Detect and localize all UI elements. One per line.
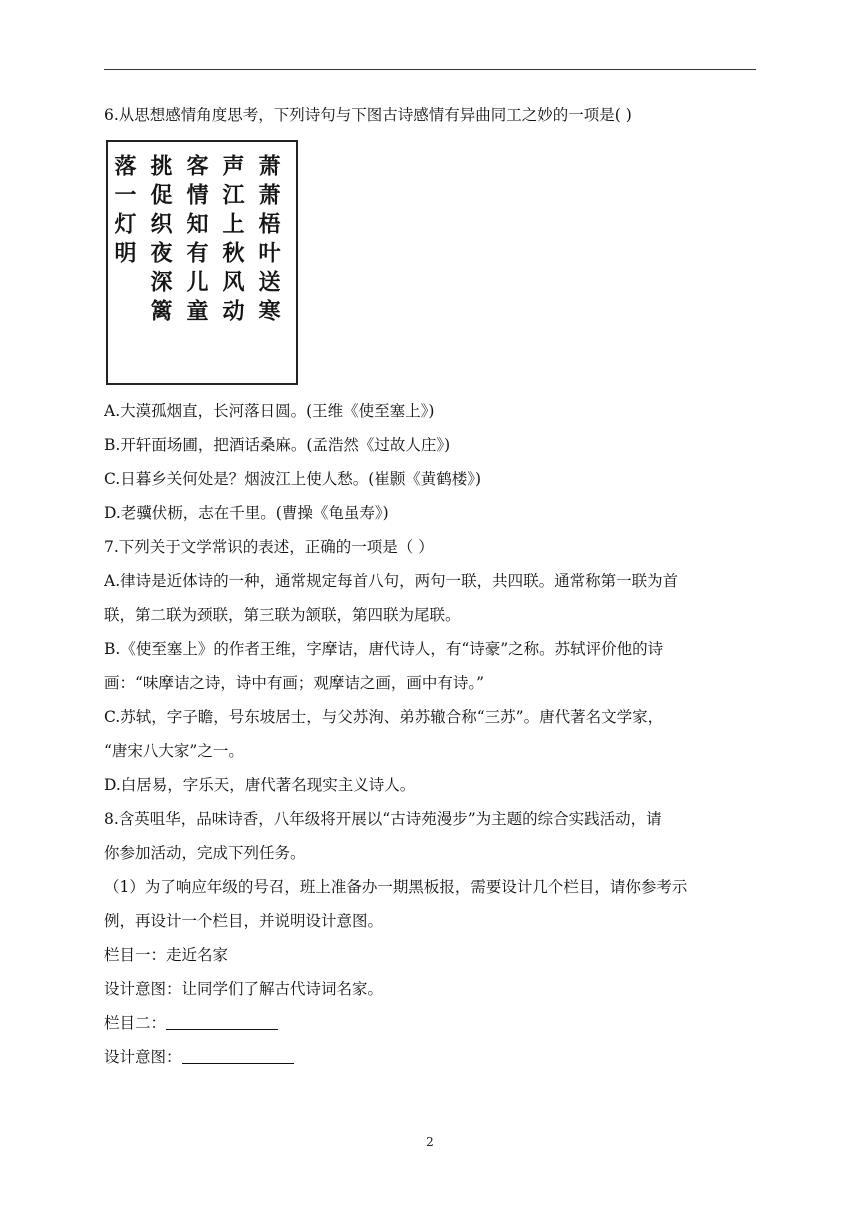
q7-option-b-line-2: 画：“味摩诘之诗，诗中有画；观摩诘之画，画中有诗。” [104, 674, 485, 692]
q6-option-a: A.大漠孤烟直，长河落日圆。(王维《使至塞上》) [104, 402, 435, 420]
poem-column-2: 声江上秋风动 [219, 154, 245, 328]
q7-option-c-line-1: C.苏轼，字子瞻，号东坡居士，与父苏洵、弟苏辙合称“三苏”。唐代著名文学家， [104, 708, 664, 726]
poem-column-5: 落一灯明 [111, 154, 137, 270]
q8-task-1-line-1: （1）为了响应年级的号召，班上准备办一期黑板报，需要设计几个栏目，请你参考示 [104, 878, 688, 896]
poem-column-3: 客情知有儿童 [183, 154, 209, 328]
calligraphy-poem-image [106, 140, 298, 385]
q6-option-b: B.开轩面场圃，把酒话桑麻。(孟浩然《过故人庄》) [104, 436, 451, 454]
q6-option-c: C.日暮乡关何处是？烟波江上使人愁。(崔颢《黄鹤楼》) [104, 470, 482, 488]
q7-option-d: D.白居易，字乐天，唐代著名现实主义诗人。 [104, 776, 416, 794]
q6-option-d: D.老骥伏枥，志在千里。(曹操《龟虽寿》) [104, 504, 389, 522]
q8-task-1-line-2: 例，再设计一个栏目，并说明设计意图。 [104, 912, 384, 930]
design-intent-two-answer-blank[interactable] [182, 1045, 294, 1064]
page-number: 2 [426, 1135, 434, 1149]
question-7-stem: 7.下列关于文学常识的表述，正确的一项是（ ） [104, 538, 434, 556]
q7-option-c-line-2: “唐宋八大家”之一。 [104, 742, 244, 760]
page-content [104, 98, 756, 1074]
poem-column-4: 挑促织夜深篱 [147, 154, 173, 328]
design-intent-two-label: 设计意图： [104, 1048, 182, 1066]
q7-option-a-line-2: 联，第二联为颈联，第三联为颔联，第四联为尾联。 [104, 606, 461, 624]
question-8-stem-line-1: 8.含英咀华，品味诗香，八年级将开展以“古诗苑漫步”为主题的综合实践活动，请 [104, 810, 662, 828]
column-one: 栏目一：走近名家 [104, 946, 229, 964]
q7-option-b-line-1: B.《使至塞上》的作者王维，字摩诘，唐代诗人，有“诗豪”之称。苏轼评价他的诗 [104, 640, 664, 658]
column-two-label: 栏目二： [104, 1014, 167, 1032]
column-two-row [104, 1006, 756, 1040]
poem-column-1: 萧萧梧叶送寒 [255, 154, 281, 328]
design-intent-two-row [104, 1040, 756, 1074]
question-6-stem: 6.从思想感情角度思考，下列诗句与下图古诗感情有异曲同工之妙的一项是( ) [104, 106, 632, 124]
question-8-stem-line-2: 你参加活动，完成下列任务。 [104, 844, 306, 862]
header-rule [104, 69, 756, 70]
column-two-answer-blank[interactable] [166, 1011, 278, 1030]
q7-option-a-line-1: A.律诗是近体诗的一种，通常规定每首八句，两句一联，共四联。通常称第一联为首 [104, 572, 679, 590]
design-intent-one: 设计意图：让同学们了解古代诗词名家。 [104, 980, 384, 998]
